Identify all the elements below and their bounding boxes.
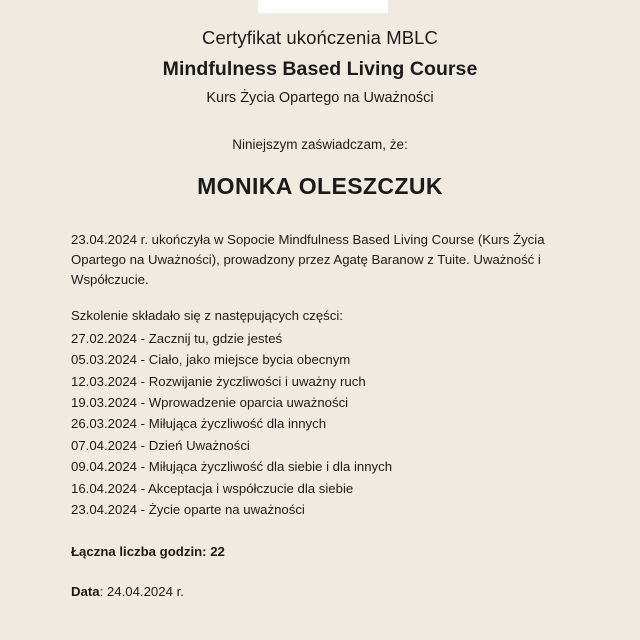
list-item: 19.03.2024 - Wprowadzenie oparcia uważności: [71, 395, 349, 411]
list-item: 26.03.2024 - Miłująca życzliwość dla innych: [71, 416, 327, 432]
list-item: 12.03.2024 - Rozwijanie życzliwości i uważny ruch: [71, 373, 366, 389]
course-title: Mindfulness Based Living Course: [162, 57, 478, 80]
list-item: 09.04.2024 - Miłująca życzliwość dla siebie i dla innych: [71, 459, 393, 475]
list-item: 05.03.2024 - Ciało, jako miejsce bycia obecnym: [71, 352, 351, 368]
list-item: 07.04.2024 - Dzień Uważności: [71, 437, 250, 453]
list-item: 16.04.2024 - Akceptacja i współczucie dla siebie: [71, 480, 354, 496]
list-item: 27.02.2024 - Zacznij tu, gdzie jesteś: [71, 330, 283, 346]
attestation-text: Niniejszym zaświadczam, że:: [232, 137, 408, 153]
issue-date-line: [71, 562, 571, 602]
sessions-list: [71, 326, 571, 520]
sessions-intro-label: Szkolenie składało się z następujących części:: [71, 308, 343, 324]
issue-date-separator: :: [99, 584, 107, 600]
certificate-body: [71, 230, 571, 602]
certificate-title: Certyfikat ukończenia MBLC: [202, 27, 438, 48]
issue-date-value: 24.04.2024 r.: [106, 584, 184, 600]
certificate-header: [0, 0, 640, 200]
course-subtitle: Kurs Życia Opartego na Uważności: [206, 90, 434, 107]
recipient-name: MONIKA OLESZCZUK: [197, 172, 443, 199]
total-hours: Łączna liczba godzin: 22: [71, 544, 225, 560]
completion-summary-paragraph: 23.04.2024 r. ukończyła w Sopocie Mindfulness Based Living Course (Kurs Życia Opartego na Uważności), prowadzony przez Agatę Baranow z Tuite. Uważność i Współczucie.: [71, 232, 545, 288]
list-item: 23.04.2024 - Życie oparte na uważności: [71, 501, 305, 517]
issue-date-label: Data: [71, 584, 100, 600]
